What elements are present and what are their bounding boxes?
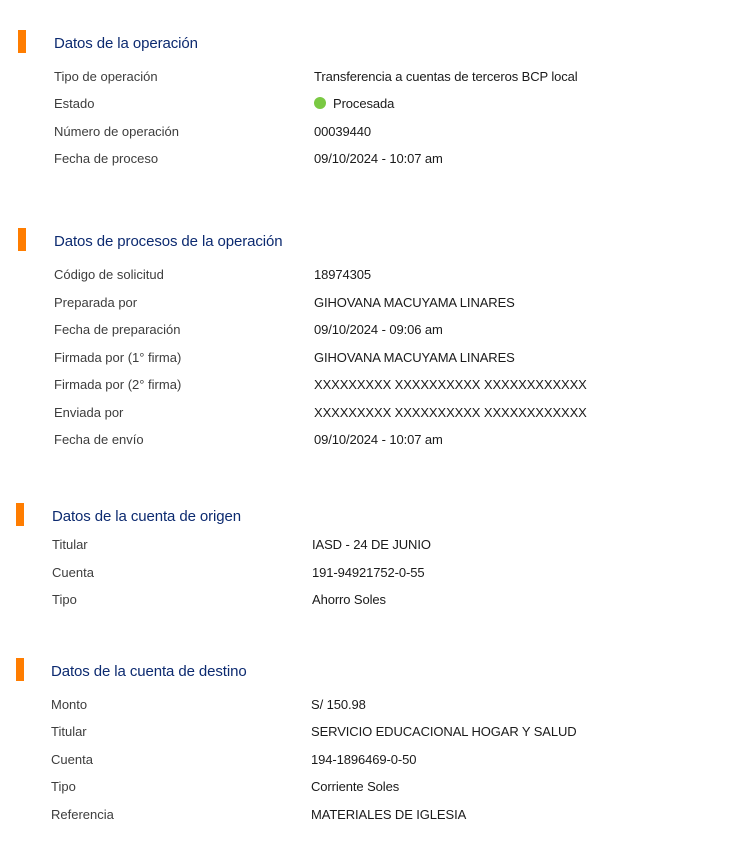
field-value: S/ 150.98 (311, 697, 366, 712)
field-label: Cuenta (51, 752, 93, 767)
field-value: Transferencia a cuentas de terceros BCP local (314, 69, 578, 84)
field-label: Titular (52, 537, 88, 552)
field-value: GIHOVANA MACUYAMA LINARES (314, 350, 515, 365)
field-value: 09/10/2024 - 10:07 am (314, 432, 443, 447)
field-label: Cuenta (52, 565, 94, 580)
row-request-code (0, 267, 737, 287)
section-accent-bar (16, 658, 24, 681)
status-text: Procesada (333, 96, 395, 111)
field-value: MATERIALES DE IGLESIA (311, 807, 467, 822)
field-label: Preparada por (54, 295, 138, 310)
section-title: Datos de la cuenta de origen (52, 508, 241, 525)
field-label: Firmada por (1° firma) (54, 350, 182, 365)
row-origin-account (0, 565, 737, 585)
section-title: Datos de la cuenta de destino (51, 663, 247, 680)
row-status (0, 96, 737, 116)
field-value: XXXXXXXXX XXXXXXXXXX XXXXXXXXXXXX (314, 405, 587, 420)
row-operation-number (0, 124, 737, 144)
field-label: Fecha de preparación (54, 322, 181, 337)
field-label: Titular (51, 724, 87, 739)
field-label: Enviada por (54, 405, 124, 420)
field-value: 00039440 (314, 124, 372, 139)
row-destination-holder (0, 724, 737, 744)
field-value: 191-94921752-0-55 (312, 565, 425, 580)
field-label: Fecha de proceso (54, 151, 159, 166)
field-label: Tipo (51, 779, 76, 794)
field-label: Firmada por (2° firma) (54, 377, 182, 392)
section-accent-bar (18, 30, 26, 53)
field-value: 18974305 (314, 267, 372, 282)
field-label: Fecha de envío (54, 432, 144, 447)
field-value: 194-1896469-0-50 (311, 752, 417, 767)
field-value: IASD - 24 DE JUNIO (312, 537, 431, 552)
field-value: 09/10/2024 - 09:06 am (314, 322, 443, 337)
field-value: Corriente Soles (311, 779, 400, 794)
field-label: Tipo de operación (54, 69, 158, 84)
row-sent-by (0, 405, 737, 425)
section-accent-bar (18, 228, 26, 251)
field-value: Ahorro Soles (312, 592, 386, 607)
row-operation-type (0, 69, 737, 89)
row-process-date (0, 151, 737, 171)
field-label: Tipo (52, 592, 77, 607)
row-destination-account (0, 752, 737, 772)
field-value: XXXXXXXXX XXXXXXXXXX XXXXXXXXXXXX (314, 377, 587, 392)
field-label: Referencia (51, 807, 114, 822)
row-send-date (0, 432, 737, 452)
row-amount (0, 697, 737, 717)
field-label: Estado (54, 96, 95, 111)
status-value (314, 96, 394, 111)
row-reference (0, 807, 737, 827)
field-label: Monto (51, 697, 88, 712)
section-title: Datos de la operación (54, 35, 198, 52)
section-accent-bar (16, 503, 24, 526)
row-second-signature (0, 377, 737, 397)
row-prepared-by (0, 295, 737, 315)
section-title: Datos de procesos de la operación (54, 233, 283, 250)
row-first-signature (0, 350, 737, 370)
row-preparation-date (0, 322, 737, 342)
field-label: Número de operación (54, 124, 180, 139)
field-value: SERVICIO EDUCACIONAL HOGAR Y SALUD (311, 724, 577, 739)
row-destination-type (0, 779, 737, 799)
field-label: Código de solicitud (54, 267, 164, 282)
row-origin-type (0, 592, 737, 612)
green-dot-icon (314, 97, 326, 109)
row-origin-holder (0, 537, 737, 557)
field-value: GIHOVANA MACUYAMA LINARES (314, 295, 515, 310)
field-value: 09/10/2024 - 10:07 am (314, 151, 443, 166)
